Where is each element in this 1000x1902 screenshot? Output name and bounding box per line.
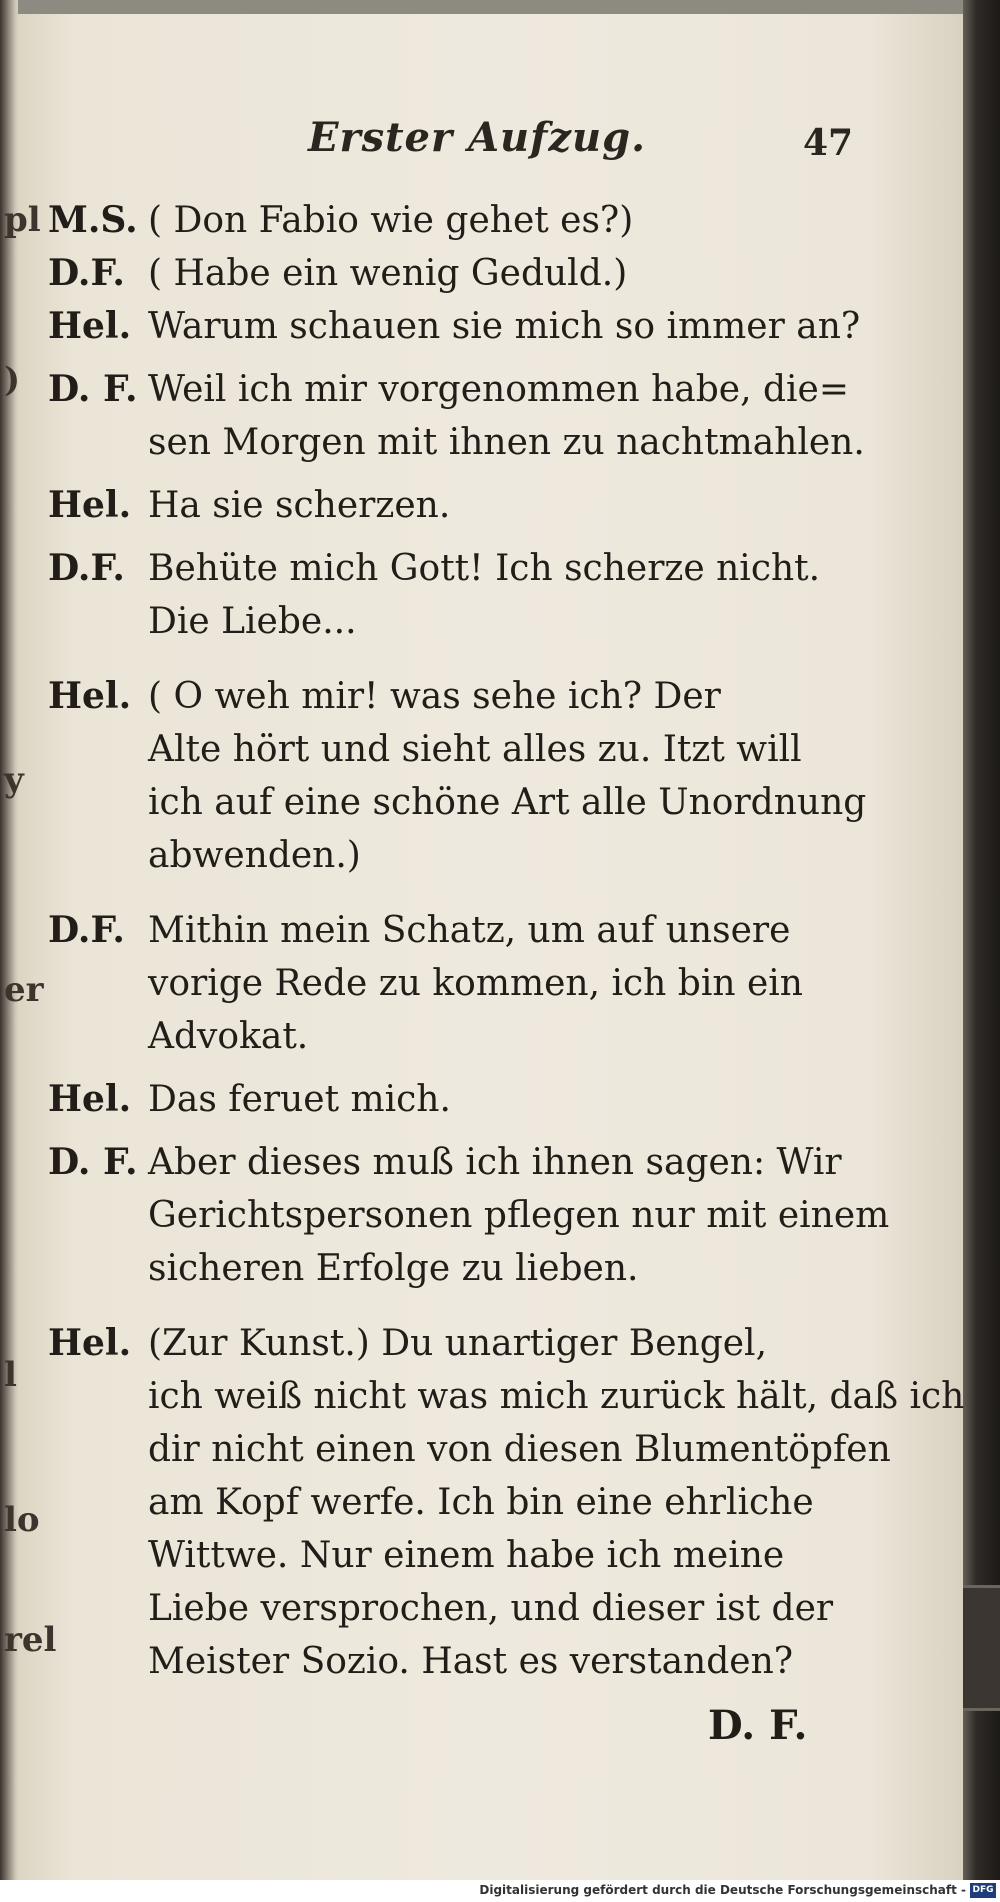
- footer-credit: Digitalisierung gefördert durch die Deutsche Forschungsgemeinschaft -: [479, 1883, 966, 1897]
- speaker-label: D.F.: [48, 252, 125, 294]
- margin-fragment: l: [4, 1355, 17, 1395]
- running-head: Erster Aufzug.: [308, 114, 647, 161]
- speech-line: Das feruet mich.: [148, 1079, 451, 1120]
- speech-line: Weil ich mir vorgenommen habe, die=: [148, 369, 849, 410]
- speech: [48, 670, 908, 882]
- text-block: [48, 194, 965, 1688]
- margin-fragment: ): [4, 360, 21, 400]
- speech: [48, 363, 908, 469]
- speech-line: ich weiß nicht was mich zurück hält, daß ich: [148, 1376, 965, 1417]
- margin-fragment: rel: [4, 1620, 57, 1660]
- page-header: [18, 114, 963, 174]
- speech-line: Warum schauen sie mich so immer an?: [148, 306, 861, 347]
- speech: [48, 300, 908, 353]
- margin-fragment: pl: [4, 200, 41, 240]
- speech-line: vorige Rede zu kommen, ich bin ein: [148, 963, 803, 1004]
- speaker-label: M.S.: [48, 199, 138, 241]
- speaker-label: Hel.: [48, 675, 132, 717]
- margin-fragment: y: [4, 760, 24, 800]
- speech-line: ( Habe ein wenig Geduld.): [148, 253, 628, 294]
- speaker-label: D.F.: [48, 547, 125, 589]
- footer: [0, 1880, 1000, 1902]
- speech-line: Gerichtspersonen pflegen nur mit einem: [148, 1195, 890, 1236]
- speech-line: Alte hört und sieht alles zu. Itzt will: [148, 729, 802, 770]
- speech-line: am Kopf werfe. Ich bin eine ehrliche: [148, 1482, 814, 1523]
- speech-line: dir nicht einen von diesen Blumentöpfen: [148, 1429, 891, 1470]
- speech: [48, 1317, 965, 1688]
- speech-line: Wittwe. Nur einem habe ich meine: [148, 1535, 785, 1576]
- speaker-label: D. F.: [48, 368, 138, 410]
- margin-fragment: lo: [4, 1500, 40, 1540]
- catchword: D. F.: [708, 1702, 808, 1749]
- speech-line: Ha sie scherzen.: [148, 485, 451, 526]
- speech-line: ich auf eine schöne Art alle Unordnung: [148, 782, 867, 823]
- dfg-logo: DFG: [970, 1883, 996, 1898]
- speech-line: Behüte mich Gott! Ich scherze nicht.: [148, 548, 821, 589]
- speech: [48, 1136, 908, 1295]
- speech-line: ( Don Fabio wie gehet es?): [148, 200, 634, 241]
- speech-line: Mithin mein Schatz, um auf unsere: [148, 910, 791, 951]
- margin-fragment: er: [4, 970, 44, 1010]
- speech: [48, 194, 908, 247]
- speaker-label: Hel.: [48, 1322, 132, 1364]
- book-page: [18, 0, 963, 1880]
- speaker-label: Hel.: [48, 1078, 132, 1120]
- speech-line: abwenden.): [148, 835, 361, 876]
- speech-line: Liebe versprochen, und dieser ist der: [148, 1588, 834, 1629]
- speaker-label: D. F.: [48, 1141, 138, 1183]
- speech: [48, 542, 908, 648]
- speech: [48, 904, 908, 1063]
- speech-line: Advokat.: [148, 1016, 309, 1057]
- speech: [48, 1073, 908, 1126]
- speech-line: ( O weh mir! was sehe ich? Der: [148, 676, 721, 717]
- speech: [48, 247, 908, 300]
- speech-line: Die Liebe...: [148, 601, 357, 642]
- speech: [48, 479, 908, 532]
- speech-line: Aber dieses muß ich ihnen sagen: Wir: [148, 1142, 842, 1183]
- speaker-label: Hel.: [48, 305, 132, 347]
- speech-line: (Zur Kunst.) Du unartiger Bengel,: [148, 1323, 768, 1364]
- page-number: 47: [803, 122, 854, 164]
- speech-line: sicheren Erfolge zu lieben.: [148, 1248, 639, 1289]
- speech-line: Meister Sozio. Hast es verstanden?: [148, 1641, 794, 1682]
- speaker-label: D.F.: [48, 909, 125, 951]
- speech-line: sen Morgen mit ihnen zu nachtmahlen.: [148, 422, 865, 463]
- speaker-label: Hel.: [48, 484, 132, 526]
